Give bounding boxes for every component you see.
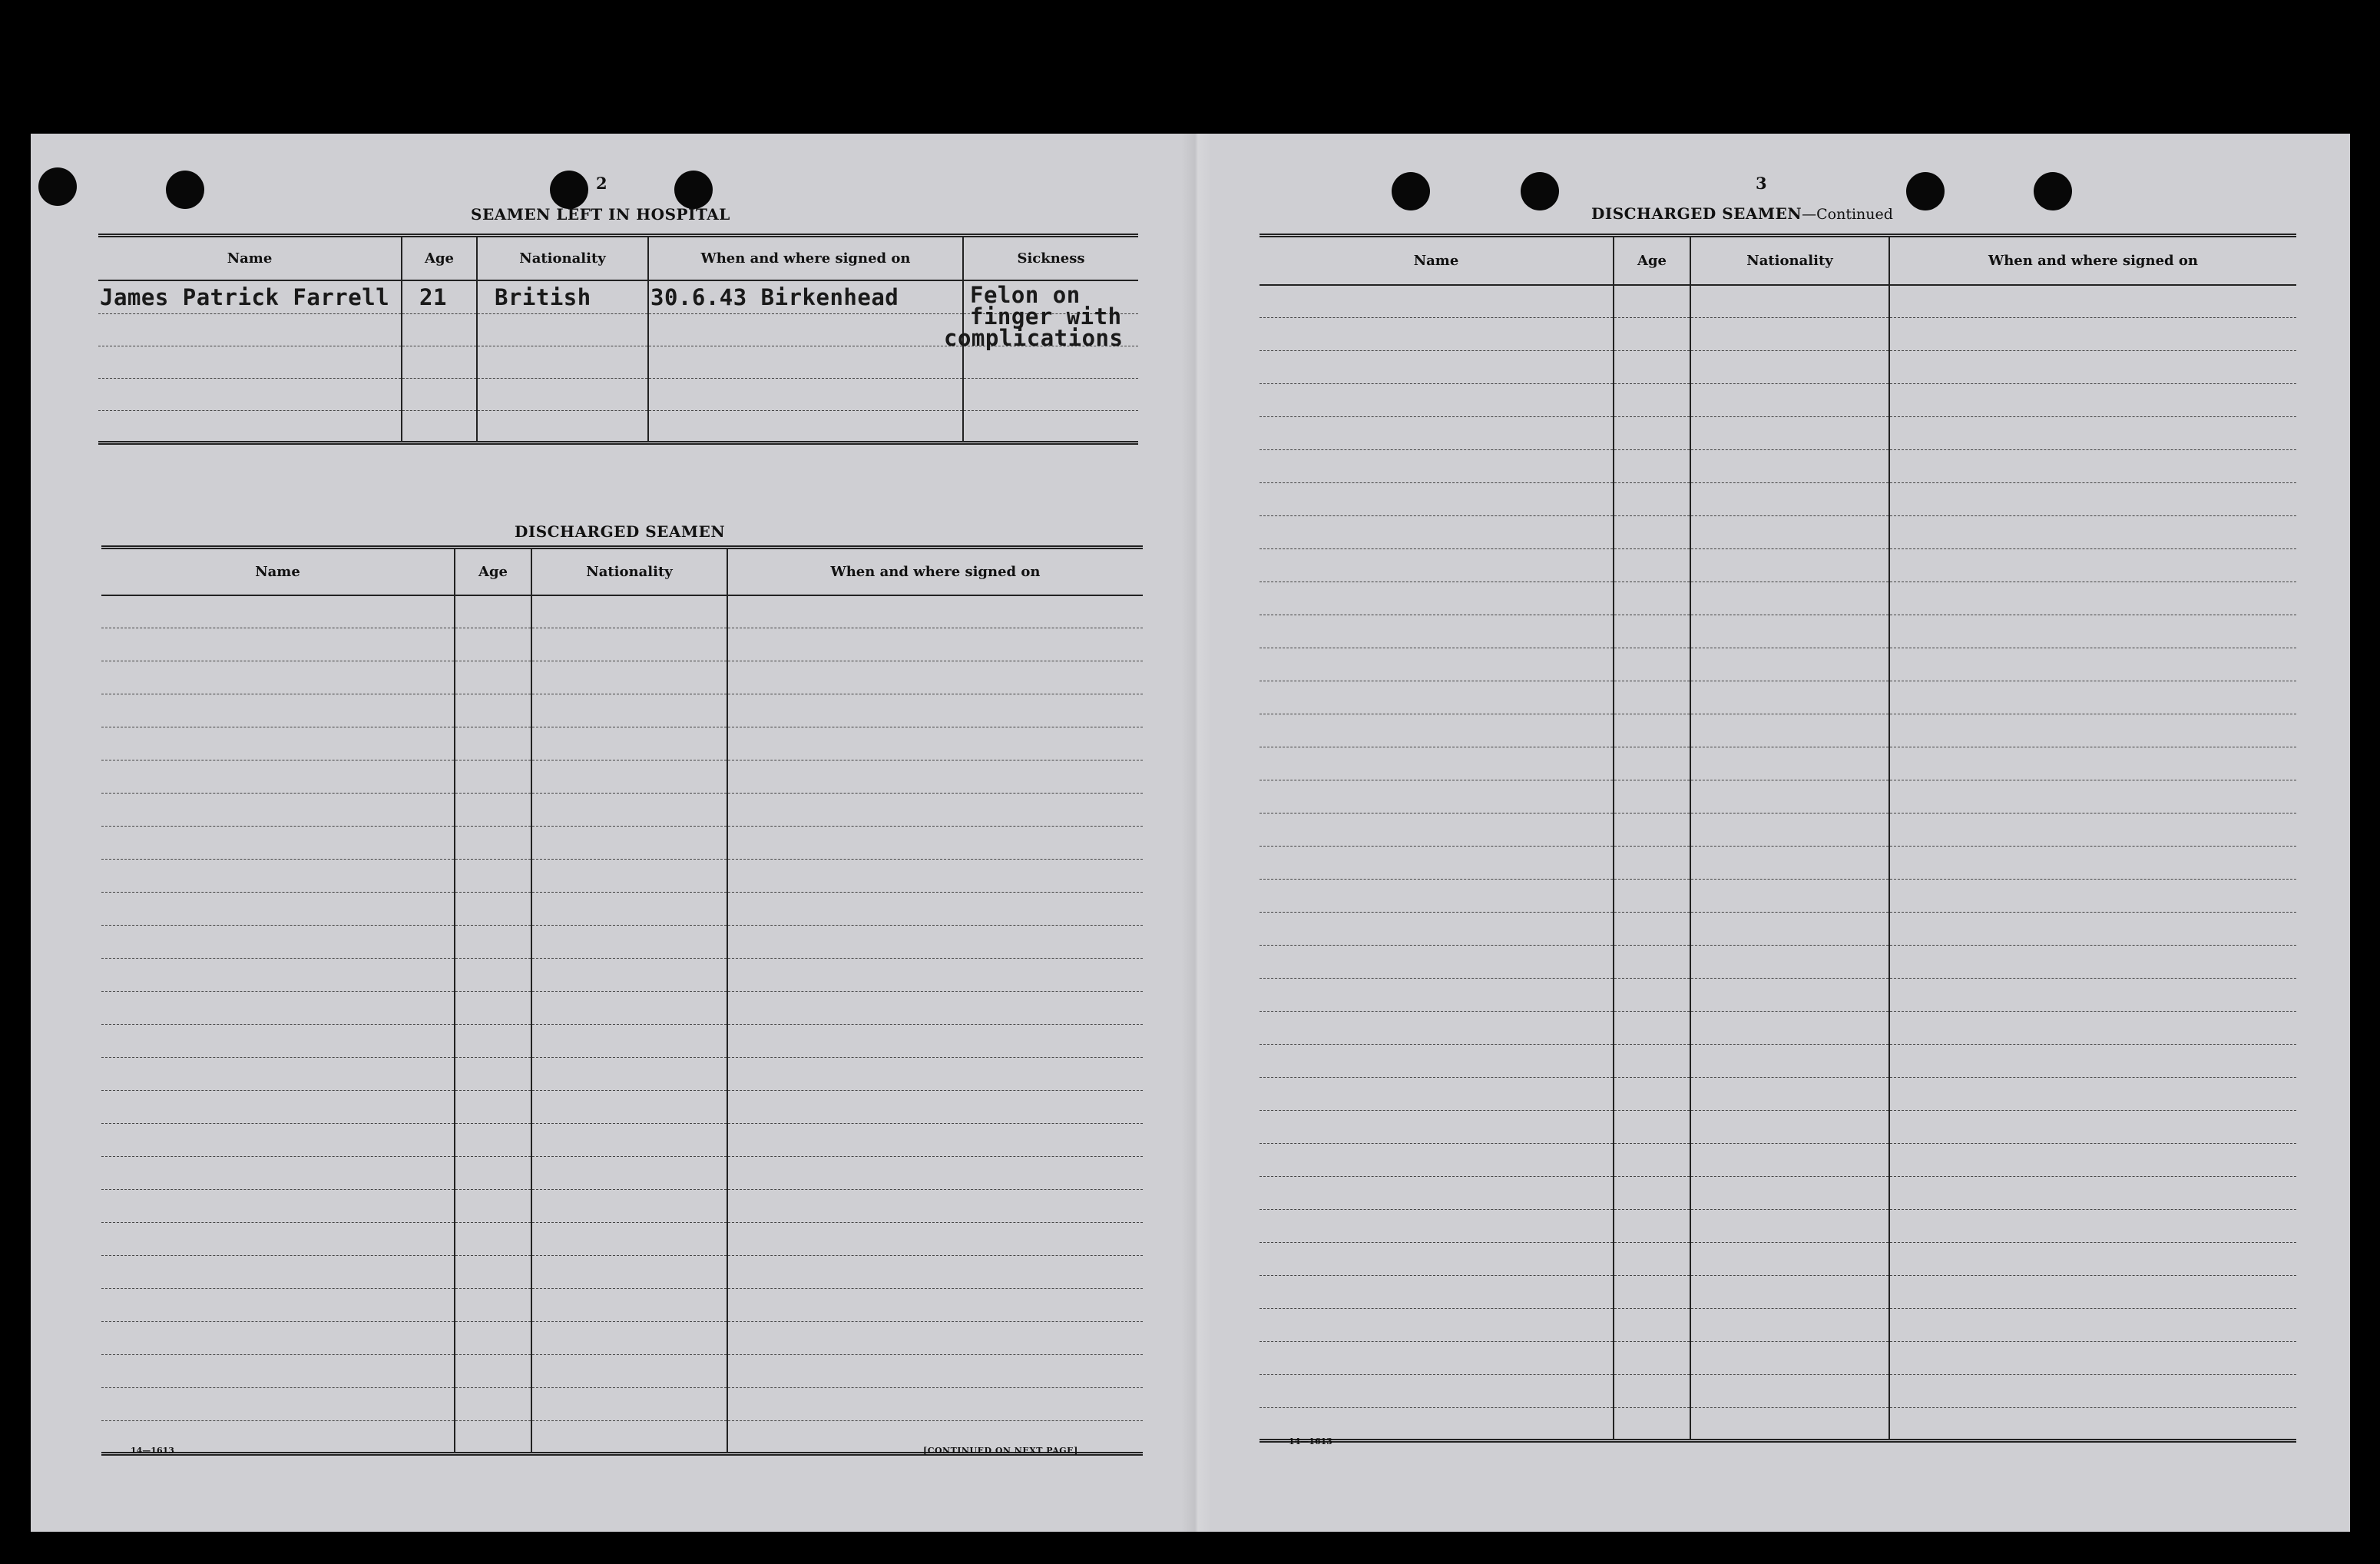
form-number-left: 14—1613 <box>131 1446 174 1456</box>
column-header-nationality: Nationality <box>531 548 727 595</box>
table-row <box>1260 780 2296 813</box>
table-row <box>101 1190 1143 1223</box>
table-row <box>101 1355 1143 1388</box>
table-row <box>101 694 1143 727</box>
table-row <box>1260 1210 2296 1243</box>
table-row <box>1260 747 2296 780</box>
punch-hole <box>550 171 588 209</box>
table-row <box>101 1025 1143 1058</box>
table-row <box>101 893 1143 926</box>
table-row <box>1260 1309 2296 1342</box>
sickness-line-3: complications <box>944 324 1124 351</box>
punch-hole <box>166 171 204 209</box>
seaman-name: James Patrick Farrell <box>98 280 402 314</box>
table-row <box>98 411 1138 443</box>
table-row <box>101 959 1143 992</box>
punch-hole <box>2034 172 2072 210</box>
discharged-table <box>101 545 1143 1456</box>
punch-hole <box>38 167 77 206</box>
column-header-nationality: Nationality <box>477 236 648 280</box>
seaman-nationality: British <box>477 280 648 314</box>
table-row <box>101 760 1143 794</box>
table-row <box>101 1091 1143 1124</box>
page-number-right: 3 <box>1756 174 1767 193</box>
table-row <box>101 992 1143 1025</box>
table-row <box>101 794 1143 827</box>
page-fold <box>1181 134 1212 1532</box>
sickness-line-1: Felon on <box>970 281 1081 308</box>
column-header-name: Name <box>1260 236 1614 285</box>
table-row <box>1260 1243 2296 1276</box>
table-row <box>1260 880 2296 913</box>
table-row <box>1260 285 2296 318</box>
sickness-line-2: finger with <box>970 303 1122 330</box>
table-row <box>101 1388 1143 1421</box>
table-row <box>101 1322 1143 1355</box>
column-header-age: Age <box>455 548 531 595</box>
page-number-left: 2 <box>596 174 607 193</box>
table-row <box>1260 946 2296 979</box>
table-row <box>101 860 1143 893</box>
table-row <box>101 1157 1143 1190</box>
table-row <box>1260 516 2296 549</box>
table-row <box>1260 1111 2296 1144</box>
sickness-text <box>944 281 1149 351</box>
table-row <box>98 280 1138 314</box>
table-row <box>101 827 1143 860</box>
seaman-sickness <box>944 280 1138 351</box>
punch-hole <box>1521 172 1559 210</box>
column-header-nationality: Nationality <box>1690 236 1889 285</box>
table-row <box>1260 1342 2296 1375</box>
table-row <box>1260 1276 2296 1309</box>
table-row <box>1260 1408 2296 1441</box>
column-header-signed-on: When and where signed on <box>1889 236 2296 285</box>
table-row <box>1260 847 2296 880</box>
table-row <box>1260 1078 2296 1111</box>
ledger-sheet <box>31 134 2350 1532</box>
column-header-name: Name <box>98 236 402 280</box>
column-header-signed-on: When and where signed on <box>648 236 963 280</box>
hospital-table <box>98 234 1138 445</box>
table-row <box>1260 351 2296 384</box>
table-row <box>1260 1045 2296 1078</box>
continued-note: [CONTINUED ON NEXT PAGE] <box>923 1446 1078 1456</box>
table-row <box>1260 1012 2296 1045</box>
punch-hole <box>1392 172 1430 210</box>
discharged-continued-title <box>1591 204 1893 223</box>
discharged-continued-table <box>1260 234 2296 1443</box>
discharged-continued-title-suffix: —Continued <box>1802 206 1893 223</box>
table-row <box>101 1223 1143 1256</box>
table-row <box>101 926 1143 959</box>
table-row <box>1260 417 2296 450</box>
table-row <box>1260 549 2296 582</box>
table-row <box>101 1256 1143 1289</box>
table-row <box>101 661 1143 694</box>
table-row <box>101 1124 1143 1157</box>
table-row <box>1260 1375 2296 1408</box>
column-header-age: Age <box>1614 236 1690 285</box>
column-header-sickness: Sickness <box>963 236 1138 280</box>
table-row <box>1260 615 2296 648</box>
table-row <box>101 628 1143 661</box>
hospital-section-title: SEAMEN LEFT IN HOSPITAL <box>471 205 730 224</box>
table-row <box>1260 913 2296 946</box>
table-row <box>1260 979 2296 1012</box>
table-row <box>101 1058 1143 1091</box>
form-number-right: 14—1613 <box>1289 1436 1332 1446</box>
table-row <box>1260 813 2296 847</box>
table-row <box>1260 681 2296 714</box>
column-header-age: Age <box>402 236 477 280</box>
table-row <box>101 727 1143 760</box>
punch-hole <box>1906 172 1945 210</box>
table-row <box>98 379 1138 411</box>
table-row <box>1260 318 2296 351</box>
table-row <box>1260 384 2296 417</box>
table-row <box>101 595 1143 628</box>
discharged-continued-title-main: DISCHARGED SEAMEN <box>1591 204 1802 223</box>
table-row <box>1260 648 2296 681</box>
table-row <box>1260 483 2296 516</box>
column-header-name: Name <box>101 548 455 595</box>
table-row <box>1260 714 2296 747</box>
table-row <box>1260 582 2296 615</box>
seaman-age: 21 <box>402 280 477 314</box>
discharged-section-title: DISCHARGED SEAMEN <box>515 522 726 541</box>
table-row <box>1260 1177 2296 1210</box>
column-header-signed-on: When and where signed on <box>727 548 1143 595</box>
punch-hole <box>674 171 713 209</box>
seaman-signed-on: 30.6.43 Birkenhead <box>648 280 963 314</box>
table-row <box>1260 450 2296 483</box>
table-row <box>1260 1144 2296 1177</box>
table-row <box>101 1289 1143 1322</box>
